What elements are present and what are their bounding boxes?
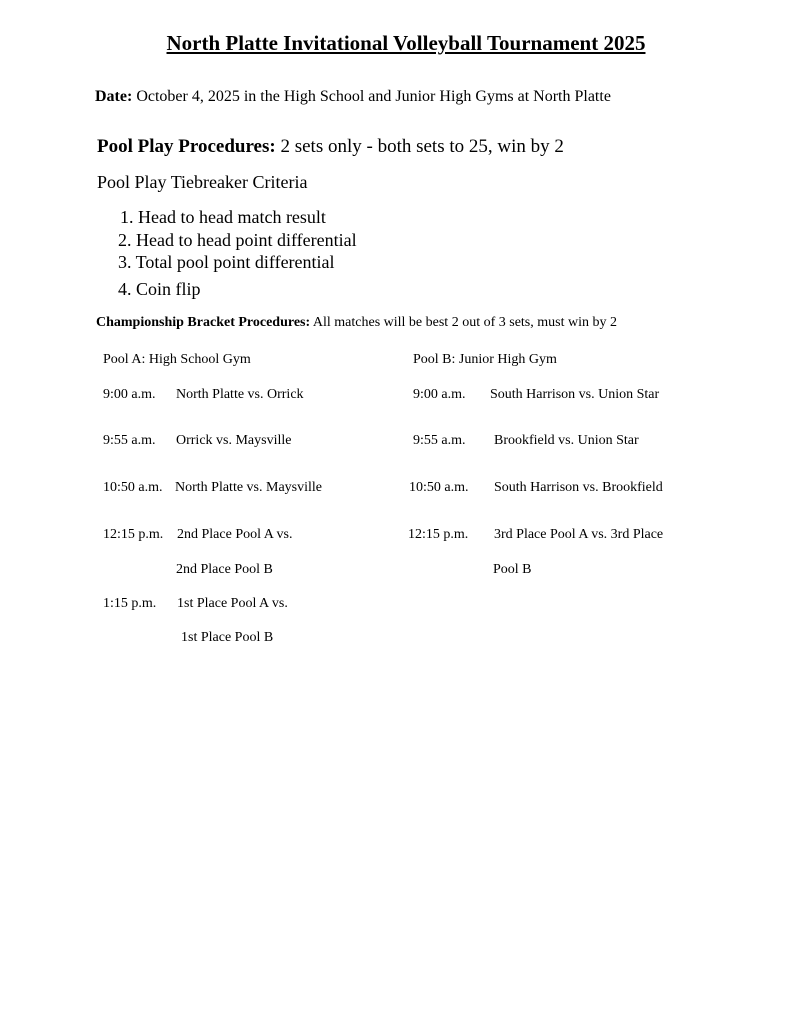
page-title: North Platte Invitational Volleyball Tournament 2025 (166, 31, 646, 55)
pool-b-time: 10:50 a.m. (409, 480, 469, 495)
pool-b-time: 9:55 a.m. (413, 433, 466, 448)
pool-a-time: 10:50 a.m. (103, 480, 163, 495)
pool-a-match-continued: 1st Place Pool B (181, 630, 274, 645)
tiebreaker-item: 3. Total pool point differential (118, 252, 335, 272)
pool-a-match: North Platte vs. Maysville (175, 480, 322, 495)
pool-b-match: South Harrison vs. Union Star (490, 387, 660, 402)
pool-b-match-continued: Pool B (493, 562, 532, 577)
championship-text: All matches will be best 2 out of 3 sets, must win by 2 (312, 315, 617, 330)
pool-b-match: 3rd Place Pool A vs. 3rd Place (494, 527, 664, 542)
pool-a-match: North Platte vs. Orrick (176, 387, 304, 402)
pool-a-time: 1:15 p.m. (103, 596, 157, 611)
pool-b-match: Brookfield vs. Union Star (494, 433, 639, 448)
pool-a-match-continued: 2nd Place Pool B (176, 562, 273, 577)
championship-label: Championship Bracket Procedures: (96, 315, 311, 330)
pool-b-time: 9:00 a.m. (413, 387, 466, 402)
date-line (95, 88, 611, 106)
tiebreaker-heading: Pool Play Tiebreaker Criteria (97, 172, 308, 192)
pool-play-label: Pool Play Procedures: (97, 136, 276, 157)
date-label: Date: (95, 88, 133, 105)
pool-play-text: 2 sets only - both sets to 25, win by 2 (280, 136, 564, 157)
pool-a-time: 9:55 a.m. (103, 433, 156, 448)
pool-b-time: 12:15 p.m. (408, 527, 469, 542)
pool-a-match: 1st Place Pool A vs. (177, 596, 288, 611)
pool-b-heading: Pool B: Junior High Gym (413, 352, 557, 367)
tiebreaker-item: 4. Coin flip (118, 279, 201, 299)
tiebreaker-item: 2. Head to head point differential (118, 230, 357, 250)
date-text: October 4, 2025 in the High School and Junior High Gyms at North Platte (136, 88, 611, 105)
pool-a-time: 9:00 a.m. (103, 387, 156, 402)
pool-a-heading: Pool A: High School Gym (103, 352, 251, 367)
pool-b-match: South Harrison vs. Brookfield (494, 480, 663, 495)
pool-play-procedures (97, 136, 564, 158)
pool-a-time: 12:15 p.m. (103, 527, 164, 542)
tiebreaker-item: 1. Head to head match result (120, 207, 326, 227)
pool-a-match: Orrick vs. Maysville (176, 433, 292, 448)
championship-procedures (96, 315, 617, 331)
pool-a-match: 2nd Place Pool A vs. (177, 527, 293, 542)
